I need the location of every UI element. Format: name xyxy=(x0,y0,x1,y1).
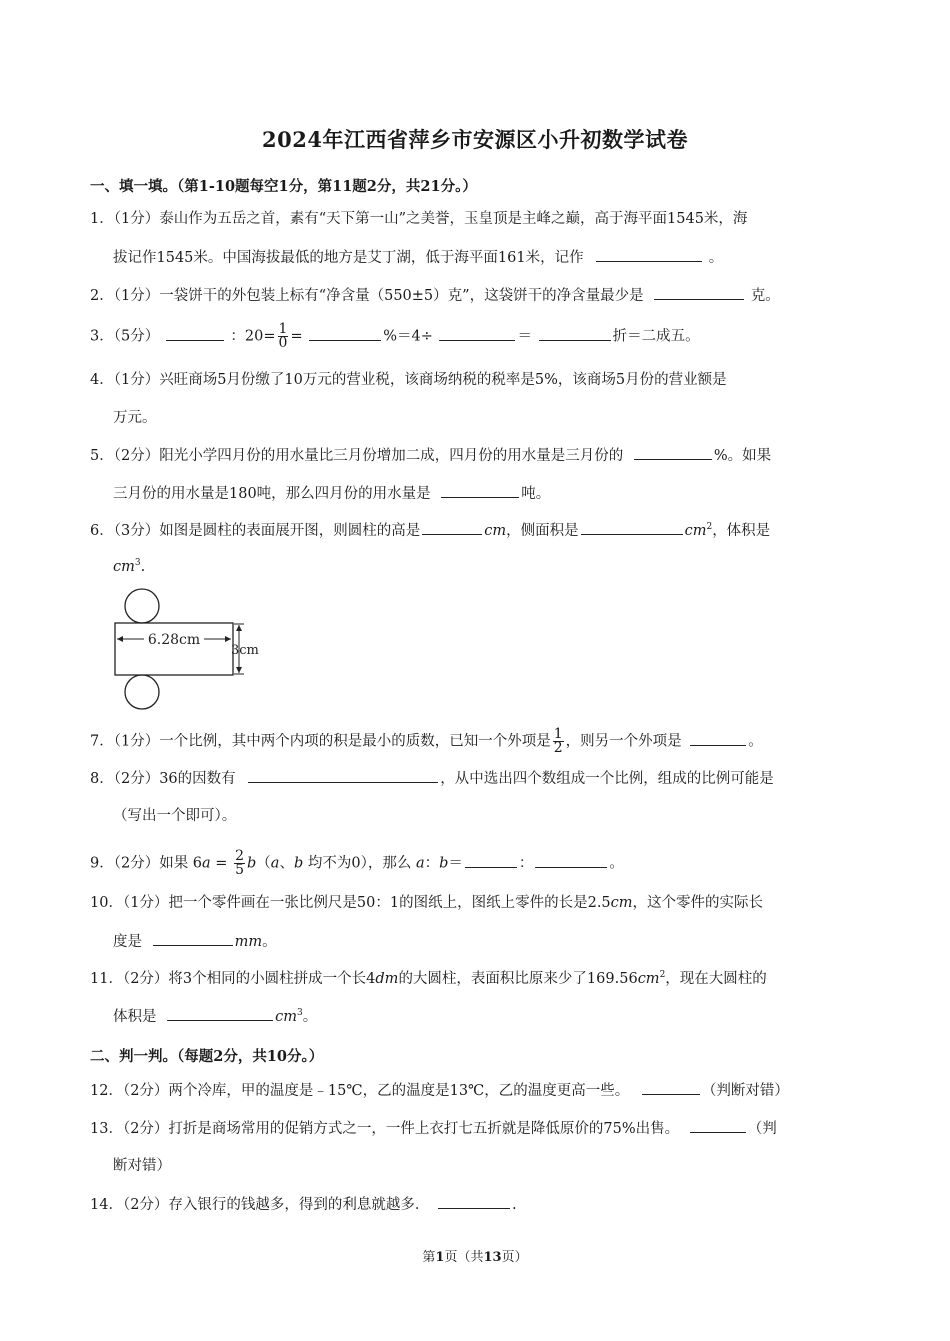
question-1-blank[interactable] xyxy=(596,247,702,262)
question-3-equals-2: ＝ xyxy=(517,328,532,345)
question-5-text: 5．（2分）阳光小学四月份的用水量比三月份增加二成，四月份的用水量是三月份的 xyxy=(90,448,624,464)
question-6-sup-2: 2 xyxy=(706,522,713,533)
question-9 xyxy=(90,850,624,877)
question-5-text-2: 三月份的用水量是180吨，那么四月份的用水量是 xyxy=(113,486,431,502)
question-8-line-1 xyxy=(90,768,774,789)
width-arrow-right xyxy=(225,636,231,642)
question-7-text-2: ，则另一个外项是 xyxy=(565,733,682,750)
question-13-end: （判 xyxy=(747,1121,777,1137)
question-6-text: 6．（3分）如图是圆柱的表面展开图，则圆柱的高是 xyxy=(90,523,421,539)
question-8-blank[interactable] xyxy=(248,768,438,783)
question-3-blank-4[interactable] xyxy=(539,326,611,341)
page-total: 13 xyxy=(483,1250,502,1265)
question-13-text: 13．（2分）打折是商场常用的促销方式之一，一件上衣打七五折就是降低原价的75%出售。 xyxy=(90,1121,680,1137)
question-5-line-1 xyxy=(90,445,771,466)
height-arrow-top xyxy=(236,625,242,631)
question-9-var-a-3: a xyxy=(415,855,425,872)
question-11-sup: 2 xyxy=(659,970,666,981)
question-7 xyxy=(90,728,763,755)
question-14-blank[interactable] xyxy=(438,1194,510,1209)
question-11-text-3: ，现在大圆柱的 xyxy=(665,971,767,987)
height-arrow-bottom xyxy=(236,667,242,673)
question-6-blank-1[interactable] xyxy=(422,520,482,535)
question-6-blank-2[interactable] xyxy=(581,520,683,535)
question-5-text-end: %。如果 xyxy=(713,448,772,464)
section-2-heading: 二、判一判。（每题2分，共10分。） xyxy=(90,1048,324,1065)
question-11-line-1 xyxy=(90,969,767,989)
question-8-text: 8．（2分）36的因数有 xyxy=(90,771,236,787)
page-title: 2024年江西省萍乡市安源区小升初数学试卷 xyxy=(262,127,688,152)
question-6-line-2 xyxy=(113,557,145,577)
question-9-text-2: 均不为0），那么 xyxy=(303,855,416,872)
question-7-end: 。 xyxy=(748,733,763,750)
question-5-end: 吨。 xyxy=(521,486,551,502)
question-14 xyxy=(90,1194,517,1215)
question-10-text-3: 度是 xyxy=(113,934,142,950)
bottom-circle xyxy=(125,675,159,709)
question-14-end: . xyxy=(512,1197,517,1213)
page-footer xyxy=(0,1246,950,1265)
question-9-colon-2: ： xyxy=(518,855,534,872)
question-10-line-1 xyxy=(90,893,763,913)
question-3-equals: = xyxy=(290,328,303,345)
cylinder-net-figure xyxy=(108,585,268,715)
question-2-end: 克。 xyxy=(750,288,780,304)
question-9-var-b-3: b xyxy=(439,855,449,872)
question-11-unit: dm xyxy=(375,971,399,987)
question-10-blank[interactable] xyxy=(153,931,233,946)
question-11-end: 。 xyxy=(302,1009,318,1025)
question-3-text: 3．（5分） xyxy=(90,328,160,345)
question-10-text-2: ，这个零件的实际长 xyxy=(632,895,764,911)
question-4-line-2: 万元。 xyxy=(113,410,157,426)
question-2-text: 2．（1分）一袋饼干的外包装上标有“净含量（550±5）克”，这袋饼干的净含量最少是 xyxy=(90,288,644,304)
question-4-line-1: 4．（1分）兴旺商场5月份缴了10万元的营业税，该商场纳税的税率是5%，该商场5月份的营业额是 xyxy=(90,372,727,388)
question-13-blank[interactable] xyxy=(690,1118,746,1133)
question-3-end: 折＝二成五。 xyxy=(612,328,700,345)
question-1-text: 拔记作1545米。中国海拔最低的地方是艾丁湖，低于海平面161米，记作 xyxy=(113,250,584,266)
question-6-sup-3: 3 xyxy=(134,558,141,569)
question-5-line-2 xyxy=(113,483,550,504)
width-arrow-left xyxy=(117,636,123,642)
question-12-end: （判断对错） xyxy=(701,1083,789,1099)
footer-mid: 页（共 xyxy=(444,1250,484,1265)
question-10-end: 。 xyxy=(262,934,277,950)
question-3-blank-3[interactable] xyxy=(439,326,515,341)
question-3-colon: ：20= xyxy=(230,328,276,345)
top-circle xyxy=(125,589,159,623)
question-3-percent: %＝4÷ xyxy=(383,328,433,345)
question-6-end: . xyxy=(140,559,146,575)
question-8-line-2: （写出一个即可）。 xyxy=(113,808,237,824)
question-11-text-2: 的大圆柱，表面积比原来少了169.56 xyxy=(398,971,638,987)
footer-post: 页） xyxy=(501,1250,528,1265)
question-12-blank[interactable] xyxy=(642,1080,700,1095)
question-7-fraction: $\frac{1}{2}$ xyxy=(553,726,563,756)
question-1-line-2 xyxy=(113,247,723,268)
question-14-text: 14．（2分）存入银行的钱越多，得到的利息就越多． xyxy=(90,1197,430,1213)
question-6-line-1 xyxy=(90,520,770,541)
question-11-line-2 xyxy=(113,1006,317,1027)
question-11-blank[interactable] xyxy=(167,1006,273,1021)
question-9-fraction: $\frac{2}{5}$ xyxy=(235,848,244,878)
question-9-end: 。 xyxy=(609,855,624,872)
question-3-blank-1[interactable] xyxy=(166,326,224,341)
question-7-blank[interactable] xyxy=(690,731,746,746)
question-10-unit: cm xyxy=(610,895,633,911)
question-3-blank-2[interactable] xyxy=(309,326,381,341)
question-9-blank-2[interactable] xyxy=(535,853,607,868)
question-5-blank-2[interactable] xyxy=(441,483,519,498)
question-10-line-2 xyxy=(113,931,277,952)
question-6-text-2: ，侧面积是 xyxy=(506,523,579,539)
question-9-var-b-2: b xyxy=(293,855,304,872)
question-8-text-2: ，从中选出四个数组成一个比例，组成的比例可能是 xyxy=(440,771,774,787)
question-11-text-4: 体积是 xyxy=(113,1009,157,1025)
question-6-text-3: ，体积是 xyxy=(712,523,771,539)
question-5-blank-1[interactable] xyxy=(634,445,712,460)
question-9-var-a-2: a xyxy=(270,855,280,872)
question-12 xyxy=(90,1080,789,1101)
question-12-text: 12．（2分）两个冷库，甲的温度是﹣15℃，乙的温度是13℃，乙的温度更高一些。 xyxy=(90,1083,630,1099)
question-9-blank-1[interactable] xyxy=(465,853,517,868)
question-11-unit-2: cm xyxy=(637,971,660,987)
question-11-unit-3: cm xyxy=(275,1009,297,1025)
question-11-sup-2: 3 xyxy=(296,1008,303,1019)
question-6-unit-3: cm xyxy=(113,559,135,575)
footer-pre: 第 xyxy=(422,1250,436,1265)
question-2-blank[interactable] xyxy=(654,285,744,300)
width-label: 6.28cm xyxy=(147,632,201,648)
question-3 xyxy=(90,323,700,350)
question-10-unit-2: mm xyxy=(234,934,263,950)
question-13-line-2: 断对错） xyxy=(113,1158,171,1174)
height-label: 3cm xyxy=(231,643,259,658)
question-11-text: 11．（2分）将3个相同的小圆柱拼成一个长4 xyxy=(90,971,376,987)
question-9-var-b: b xyxy=(247,855,257,872)
question-9-comma: 、 xyxy=(279,855,294,872)
question-6-unit-1: cm xyxy=(484,523,507,539)
page-number: 1 xyxy=(435,1250,445,1265)
question-1-end: 。 xyxy=(708,250,724,266)
question-9-var-a: a xyxy=(202,855,211,872)
question-9-paren: （ xyxy=(256,855,271,872)
question-2 xyxy=(90,285,780,306)
question-9-colon-1: ： xyxy=(424,855,440,872)
question-13-line-1 xyxy=(90,1118,777,1139)
question-9-text: 9．（2分）如果 6 xyxy=(90,855,203,872)
question-6-unit-2: cm xyxy=(684,523,707,539)
question-9-equals-2: ＝ xyxy=(448,855,463,872)
question-7-text: 7．（1分）一个比例，其中两个内项的积是最小的质数，已知一个外项是 xyxy=(90,733,551,750)
question-3-fraction: $\frac{1}{0}$ xyxy=(278,321,288,351)
question-10-text: 10．（1分）把一个零件画在一张比例尺是50：1的图纸上，图纸上零件的长是2.5 xyxy=(90,895,611,911)
section-1-heading: 一、填一填。（第1-10题每空1分，第11题2分，共21分。） xyxy=(90,178,477,195)
question-1-line-1: 1．（1分）泰山作为五岳之首，素有“天下第一山”之美誉，玉皇顶是主峰之巅，高于海平面1545米，海 xyxy=(90,211,748,227)
question-9-equals: = xyxy=(210,855,233,872)
